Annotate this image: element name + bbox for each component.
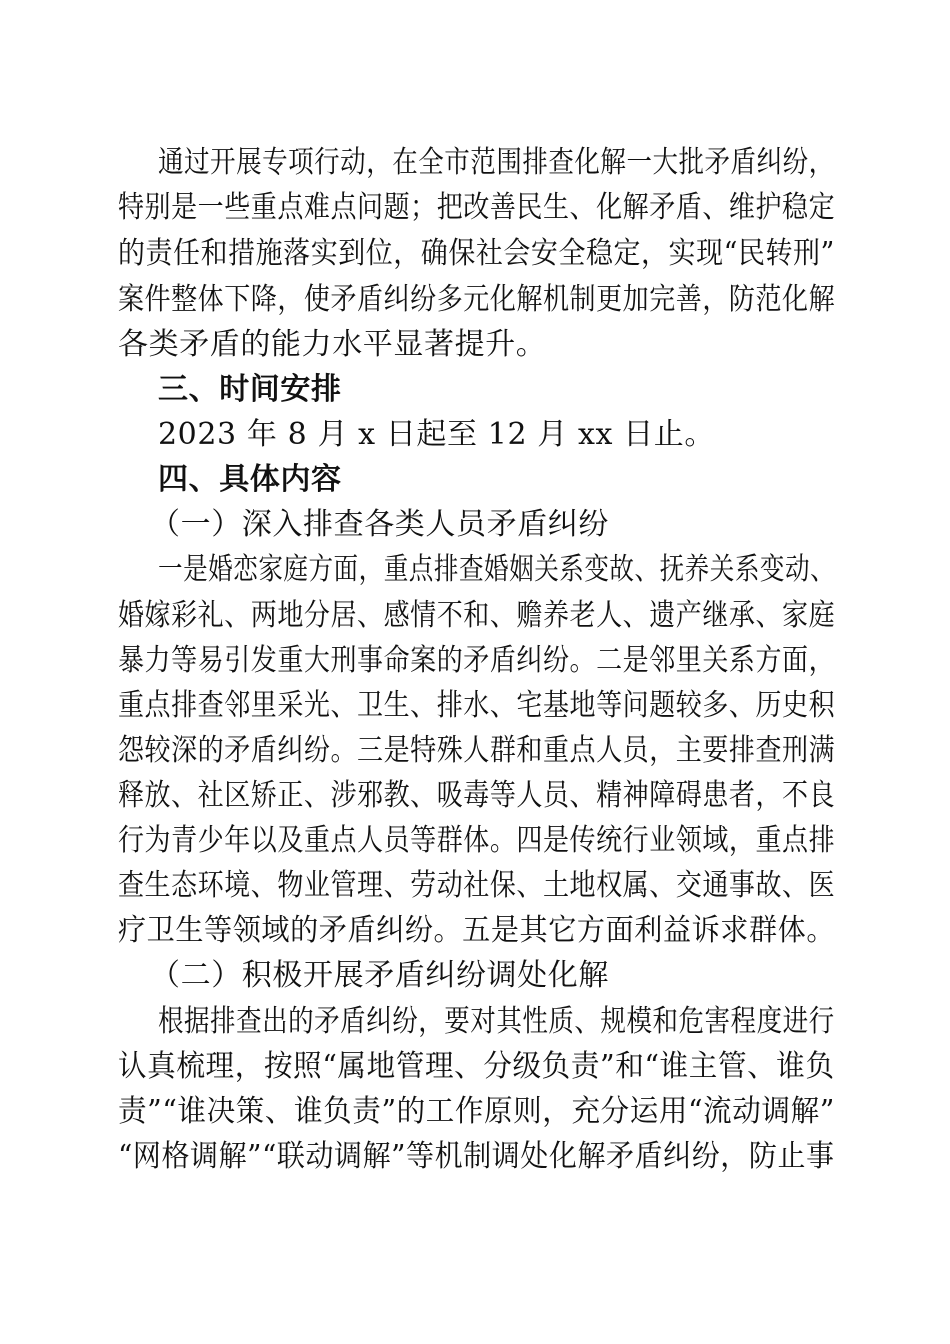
- paragraph-2-line-1: 一是婚恋家庭方面，重点排查婚姻关系变故、抚养关系变动、: [158, 552, 836, 587]
- paragraph-1-line-2: 特别是一些重点难点问题；把改善民生、化解矛盾、维护稳定: [118, 190, 836, 225]
- heading-specific-content: 四、具体内容: [158, 462, 342, 497]
- paragraph-1-line-3: 的责任和措施落实到位，确保社会安全稳定，实现“民转刑”: [118, 236, 835, 271]
- subheading-mediate: （二）积极开展矛盾纠纷调处化解: [150, 958, 609, 993]
- paragraph-2-line-7: 行为青少年以及重点人员等群体。四是传统行业领域，重点排: [118, 823, 836, 858]
- paragraph-3-line-1: 根据排查出的矛盾纠纷，要对其性质、规模和危害程度进行: [158, 1004, 835, 1039]
- paragraph-1-line-5: 各类矛盾的能力水平显著提升。: [118, 327, 547, 362]
- paragraph-2-line-9: 疗卫生等领域的矛盾纠纷。五是其它方面利益诉求群体。: [118, 913, 836, 948]
- paragraph-1-line-1: 通过开展专项行动，在全市范围排查化解一大批矛盾纠纷，: [158, 145, 835, 180]
- heading-time-schedule: 三、时间安排: [158, 372, 342, 407]
- paragraph-1-line-4: 案件整体下降，使矛盾纠纷多元化解机制更加完善，防范化解: [118, 282, 836, 317]
- schedule-text: 2023 年 8 月 x 日起至 12 月 xx 日止。: [158, 417, 715, 452]
- paragraph-3-line-4: “网格调解”“联动调解”等机制调处化解矛盾纠纷，防止事: [118, 1139, 835, 1174]
- paragraph-2-line-6: 释放、社区矫正、涉邪教、吸毒等人员、精神障碍患者，不良: [118, 778, 836, 813]
- paragraph-2-line-3: 暴力等易引发重大刑事命案的矛盾纠纷。二是邻里关系方面，: [118, 643, 836, 678]
- paragraph-3-line-3: 责”“谁决策、谁负责”的工作原则，充分运用“流动调解”: [118, 1094, 835, 1129]
- paragraph-3-line-2: 认真梳理，按照“属地管理、分级负责”和“谁主管、谁负: [118, 1049, 835, 1084]
- paragraph-2-line-5: 怨较深的矛盾纠纷。三是特殊人群和重点人员，主要排查刑满: [118, 733, 836, 768]
- subheading-investigate: （一）深入排查各类人员矛盾纠纷: [150, 507, 609, 542]
- paragraph-2-line-2: 婚嫁彩礼、两地分居、感情不和、赡养老人、遗产继承、家庭: [118, 598, 836, 633]
- paragraph-2-line-8: 查生态环境、物业管理、劳动社保、土地权属、交通事故、医: [118, 868, 836, 903]
- paragraph-2-line-4: 重点排查邻里采光、卫生、排水、宅基地等问题较多、历史积: [118, 688, 836, 723]
